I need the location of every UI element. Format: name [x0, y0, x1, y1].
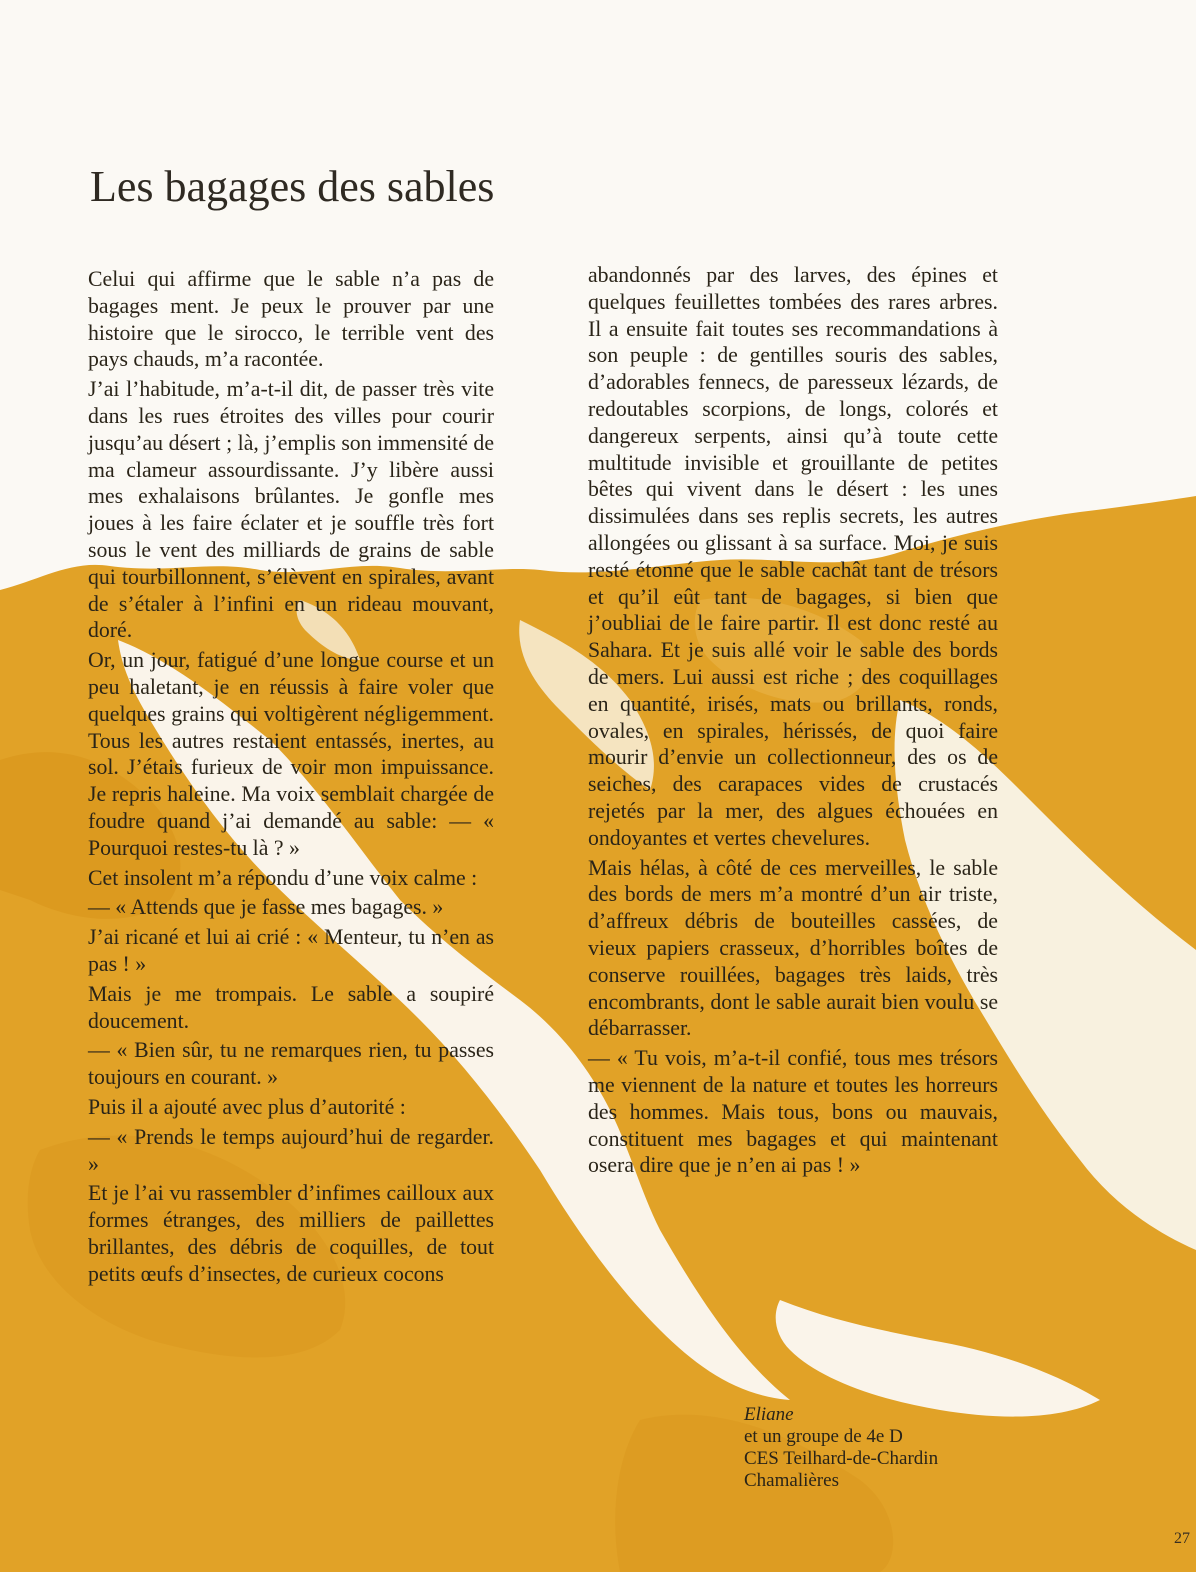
paragraph: Et je l’ai vu rassembler d’infimes cailloux aux formes étranges, des milliers de paillettes brillantes, des débris de coquilles, de tout petits œufs d’insectes, de curieux cocons [88, 1181, 494, 1286]
paragraph: — « Bien sûr, tu ne remarques rien, tu passes toujours en courant. » [88, 1038, 494, 1090]
article-left-column [88, 266, 494, 1290]
paragraph: Or, un jour, fatigué d’une longue course et un peu haletant, je en réussis à faire voler que quelques grains qui voltigèrent négligemment. Tous les autres restaient entassés, inertes, au sol. J’étais furieux de voir mon impuissance. Je repris haleine. Ma voix semblait chargée de foudre quand j’ai demandé au sable: — « Pourquoi restes-tu là ? » [88, 648, 494, 860]
author-school: CES Teilhard-de-Chardin [744, 1448, 939, 1469]
author-signature [744, 1404, 938, 1492]
paragraph: — « Prends le temps aujourd’hui de regarder. » [88, 1124, 494, 1176]
paragraph: J’ai ricané et lui ai crié : « Menteur, tu n’en as pas ! » [88, 925, 494, 976]
page-number: 27 [1174, 1530, 1190, 1547]
author-name: Eliane [744, 1404, 794, 1425]
author-group: et un groupe de 4e D [744, 1426, 903, 1447]
paragraph: Puis il a ajouté avec plus d’autorité : [88, 1094, 406, 1119]
article-right-column [588, 262, 998, 1182]
paragraph: abandonnés par des larves, des épines et quelques feuillettes tombées des rares arbres. Il a ensuite fait toutes ses recommandations à son peuple : de gentilles souris des sables, d’adorables fennecs, de paresseux lézards, de redoutables scorpions, de longs, colorés et dangereux serpents, ainsi qu’à toute cette multitude invisible et grouillante de petites bêtes qui vivent dans le désert : les unes dissimulées dans ses replis secrets, les autres allongées ou glissant à sa surface. Moi, je suis resté étonné que le sable cachât tant de trésors et qu’il eût tant de bagages, si bien que j’oubliai de le faire partir. Il est donc resté au Sahara. Et je suis allé voir le sable des bords de mers. Lui aussi est riche ; des coquillages en quantité, irisés, mats ou brillants, ronds, ovales, en spirales, hérissés, de quoi faire mourir d’envie un collectionneur, des os de seiches, des carapaces vides de crustacés rejetés par la mer, des algues échouées en ondoyantes et vertes chevelures. [588, 263, 998, 850]
paragraph: J’ai l’habitude, m’a-t-il dit, de passer très vite dans les rues étroites des villes pour courir jusqu’au désert ; là, j’emplis son immensité de ma clameur assourdissante. J’y libère aussi mes exhalaisons brûlantes. Je gonfle mes joues à les faire éclater et je souffle très fort sous le vent des milliards de grains de sable qui tourbillonnent, s’élèvent en spirales, avant de s’étaler à l’infini en un rideau mouvant, doré. [88, 377, 494, 643]
paragraph: Mais hélas, à côté de ces merveilles, le sable des bords de mers m’a montré d’un air triste, d’affreux débris de bouteilles cassées, de vieux papiers crasseux, d’horribles boîtes de conserve rouillées, bagages très laids, très encombrants, dont le sable aurait bien voulu se débarrasser. [588, 855, 998, 1041]
paragraph: — « Tu vois, m’a-t-il confié, tous mes trésors me viennent de la nature et toutes les horreurs des hommes. Mais tous, bons ou mauvais, constituent mes bagages et qui maintenant osera dire que je n’en ai pas ! » [588, 1046, 998, 1178]
paragraph: Mais je me trompais. Le sable a soupiré doucement. [88, 981, 494, 1033]
paragraph: Celui qui affirme que le sable n’a pas de bagages ment. Je peux le prouver par une histoire que le sirocco, le terrible vent des pays chauds, m’a racontée. [88, 267, 494, 372]
article-title: Les bagages des sables [90, 162, 495, 211]
paragraph: — « Attends que je fasse mes bagages. » [88, 895, 444, 920]
author-town: Chamalières [744, 1470, 839, 1491]
paragraph: Cet insolent m’a répondu d’une voix calme : [88, 865, 478, 890]
